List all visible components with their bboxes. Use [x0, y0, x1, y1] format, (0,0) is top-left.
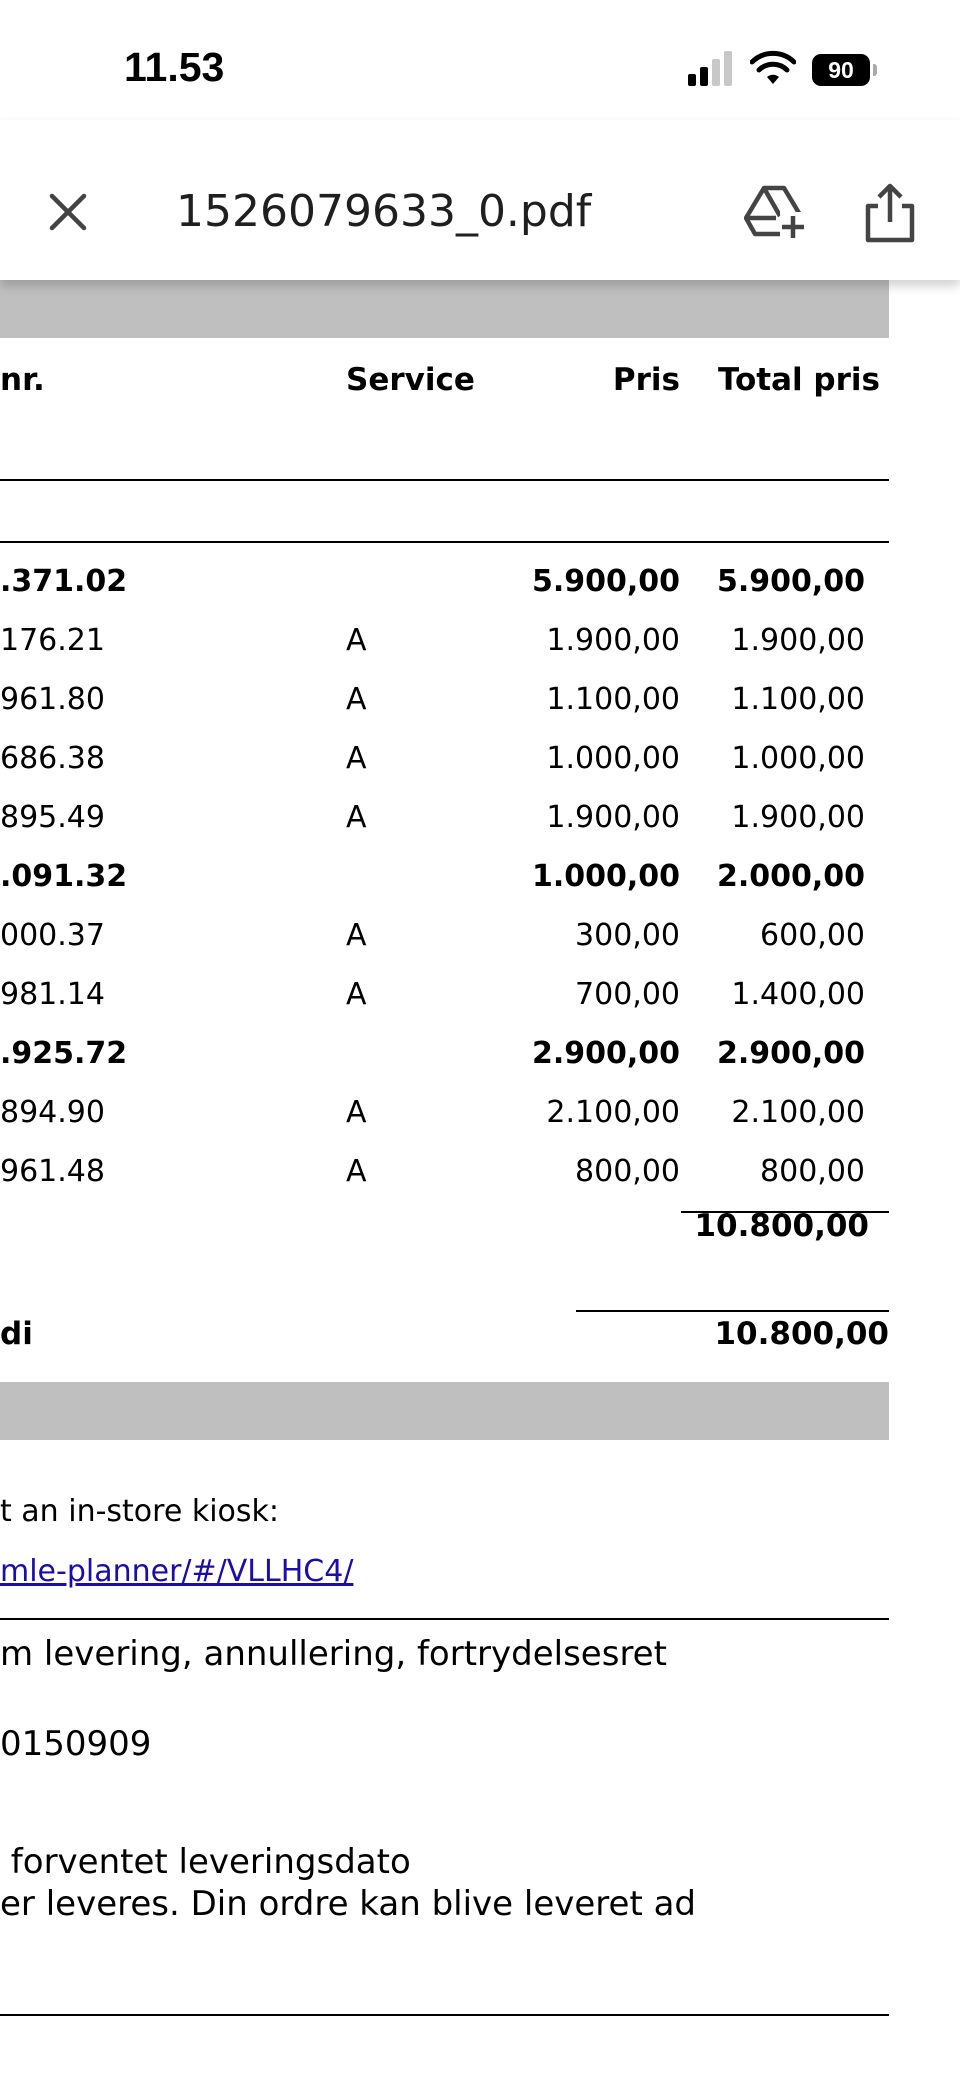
subtotal: 10.800,00	[694, 1208, 869, 1244]
row-item-number: 686.38	[0, 741, 105, 776]
row-service: A	[346, 1154, 367, 1189]
close-icon[interactable]	[40, 184, 96, 240]
row-item-number: 176.21	[0, 623, 105, 658]
battery-icon	[812, 54, 878, 86]
header-service: Service	[346, 362, 475, 398]
battery-level: 90	[812, 54, 870, 86]
row-price: 1.100,00	[546, 682, 680, 717]
row-service: A	[346, 918, 367, 953]
row-price: 1.900,00	[546, 623, 680, 658]
row-price: 700,00	[575, 977, 680, 1012]
wifi-icon	[750, 50, 796, 88]
row-item-number: 961.80	[0, 682, 105, 717]
table-rule	[0, 541, 889, 543]
row-total-price: 800,00	[760, 1154, 865, 1189]
info-text: m levering, annullering, fortrydelsesret	[0, 1634, 667, 1674]
row-price: 5.900,00	[531, 564, 680, 599]
row-service: A	[346, 623, 367, 658]
row-total-price: 2.000,00	[716, 859, 865, 894]
row-total-price: 1.000,00	[731, 741, 865, 776]
share-icon[interactable]	[862, 182, 918, 244]
footer-rule	[0, 2014, 889, 2016]
grand-total-label: di	[0, 1316, 33, 1352]
row-item-number: .925.72	[0, 1036, 128, 1071]
header-nr: nr.	[0, 362, 45, 398]
row-service: A	[346, 682, 367, 717]
row-total-price: 2.900,00	[716, 1036, 865, 1071]
planner-link[interactable]: mle-planner/#/VLLHC4/	[0, 1554, 354, 1589]
status-bar	[0, 0, 960, 120]
file-title: 1526079633_0.pdf	[176, 186, 592, 237]
grand-total-rule	[576, 1310, 889, 1312]
status-time: 11.53	[124, 44, 225, 90]
row-price: 2.100,00	[546, 1095, 680, 1130]
row-item-number: 894.90	[0, 1095, 105, 1130]
row-service: A	[346, 1095, 367, 1130]
row-total-price: 1.900,00	[731, 623, 865, 658]
table-rule	[0, 479, 889, 481]
pdf-document	[0, 280, 960, 2081]
row-price: 300,00	[575, 918, 680, 953]
row-price: 2.900,00	[531, 1036, 680, 1071]
row-item-number: .371.02	[0, 564, 128, 599]
row-total-price: 5.900,00	[716, 564, 865, 599]
row-item-number: 895.49	[0, 800, 105, 835]
row-price: 1.900,00	[546, 800, 680, 835]
gray-band-top	[0, 280, 889, 338]
cellular-signal-icon	[688, 50, 736, 88]
delivery-line-1: forventet leveringsdato	[0, 1842, 411, 1882]
row-service: A	[346, 800, 367, 835]
row-total-price: 2.100,00	[731, 1095, 865, 1130]
pdf-viewer-toolbar	[0, 120, 960, 280]
kiosk-text: t an in-store kiosk:	[0, 1494, 279, 1529]
row-total-price: 1.100,00	[731, 682, 865, 717]
grand-total: 10.800,00	[714, 1316, 889, 1352]
header-pris: Pris	[612, 362, 680, 398]
row-price: 800,00	[575, 1154, 680, 1189]
row-item-number: 000.37	[0, 918, 105, 953]
row-price: 1.000,00	[546, 741, 680, 776]
battery-cap	[873, 64, 877, 76]
row-total-price: 1.400,00	[731, 977, 865, 1012]
header-total-pris: Total pris	[717, 362, 880, 398]
gray-band-bottom	[0, 1382, 889, 1440]
row-service: A	[346, 741, 367, 776]
row-price: 1.000,00	[531, 859, 680, 894]
row-service: A	[346, 977, 367, 1012]
row-total-price: 1.900,00	[731, 800, 865, 835]
row-total-price: 600,00	[760, 918, 865, 953]
add-to-drive-icon[interactable]	[744, 182, 806, 242]
footer-rule	[0, 1618, 889, 1620]
row-item-number: 961.48	[0, 1154, 105, 1189]
number-text: 0150909	[0, 1724, 152, 1764]
row-item-number: .091.32	[0, 859, 128, 894]
row-item-number: 981.14	[0, 977, 105, 1012]
delivery-line-2: er leveres. Din ordre kan blive leveret ad	[0, 1884, 697, 1924]
